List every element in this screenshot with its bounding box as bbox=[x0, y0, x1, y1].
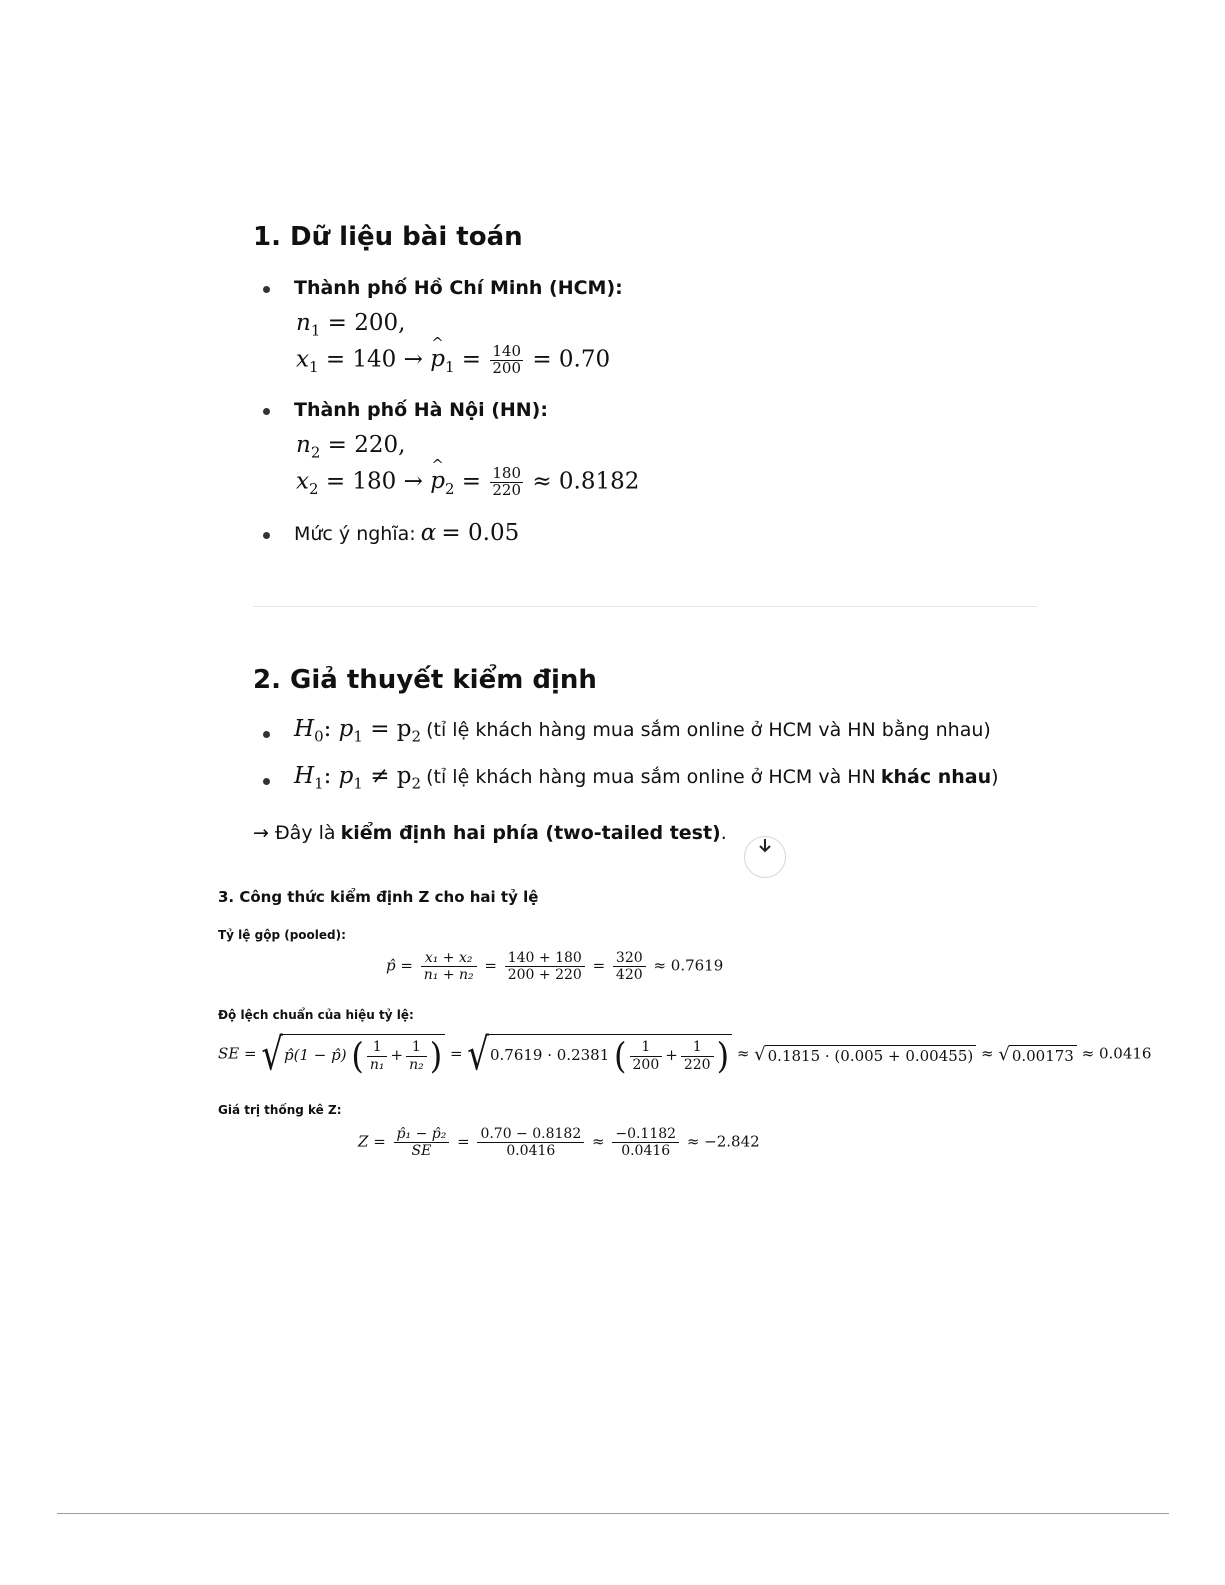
hn-fraction: $\frac{180}{220}$ bbox=[492, 464, 521, 499]
pooled-label: Tỷ lệ gộp (pooled): bbox=[218, 928, 346, 942]
bullet-dot bbox=[263, 408, 270, 415]
scroll-down-button[interactable] bbox=[744, 836, 786, 878]
hn-x-line: $x_2 = 180$ → ^ $p_2$ = $\frac{180}{220}$ ≈ 0.8182 bbox=[296, 466, 639, 499]
section-divider bbox=[253, 606, 1037, 607]
hcm-n-line: $n_1 = 200$, bbox=[296, 310, 406, 340]
hn-label: Thành phố Hà Nội (HN): bbox=[294, 399, 548, 421]
alpha-line: Mức ý nghĩa: α = 0.05 bbox=[294, 520, 520, 546]
hcm-label: Thành phố Hồ Chí Minh (HCM): bbox=[294, 277, 623, 299]
conclusion-line: → Đây là kiểm định hai phía (two-tailed test). bbox=[253, 822, 727, 844]
se-formula: SE = √p̂(1 − p̂) ( $\frac{1}{\text{n₁}}$ + $\frac{1}{\text{n₂}}$ ) = √0.7619 · 0.2381 ( $\frac{1}{200}$ + $\frac{1}{220}$ ) ≈ √ 0.1815 · (0.005 + 0.00455) ≈ √ 0.00173 ≈ 0.0416 bbox=[218, 1028, 1152, 1081]
se-label: Độ lệch chuẩn của hiệu tỷ lệ: bbox=[218, 1008, 414, 1022]
bullet-dot bbox=[263, 778, 270, 785]
hn-n-line: $n_2 = 220$, bbox=[296, 432, 406, 462]
section1-heading: 1. Dữ liệu bài toán bbox=[253, 222, 523, 252]
bullet-dot bbox=[263, 286, 270, 293]
arrow-down-icon bbox=[745, 837, 785, 855]
bullet-dot bbox=[263, 532, 270, 539]
hcm-x-line: $x_1 = 140$ → ^ $p_1$ = $\frac{140}{200}$ = 0.70 bbox=[296, 344, 610, 377]
hcm-fraction: $\frac{140}{200}$ bbox=[492, 342, 521, 377]
pooled-formula: p̂ = $\frac{\text{x₁ + x₂}}{\text{n₁ + n₂}}$ = $\frac{140 + 180}{200 + 220}$ = $\frac{320}{420}$ ≈ 0.7619 bbox=[386, 950, 724, 984]
z-formula: Z = $\frac{\text{p̂₁ − p̂₂}}{SE}$ = $\frac{0.70 - 0.8182}{0.0416}$ ≈ $\frac{-0.1182}{0.0416}$ ≈ −2.842 bbox=[358, 1126, 760, 1160]
h0-line: $H_0$: $p_1 = p_2$ (tỉ lệ khách hàng mua sắm online ở HCM và HN bằng nhau) bbox=[294, 716, 991, 746]
footer-divider bbox=[57, 1513, 1169, 1514]
section3-heading: 3. Công thức kiểm định Z cho hai tỷ lệ bbox=[218, 888, 539, 906]
section2-heading: 2. Giả thuyết kiểm định bbox=[253, 665, 597, 695]
z-label: Giá trị thống kê Z: bbox=[218, 1103, 342, 1117]
h1-line: $H_1$: $p_1 \ne p_2$ (tỉ lệ khách hàng mua sắm online ở HCM và HN khác nhau) bbox=[294, 763, 999, 793]
bullet-dot bbox=[263, 731, 270, 738]
